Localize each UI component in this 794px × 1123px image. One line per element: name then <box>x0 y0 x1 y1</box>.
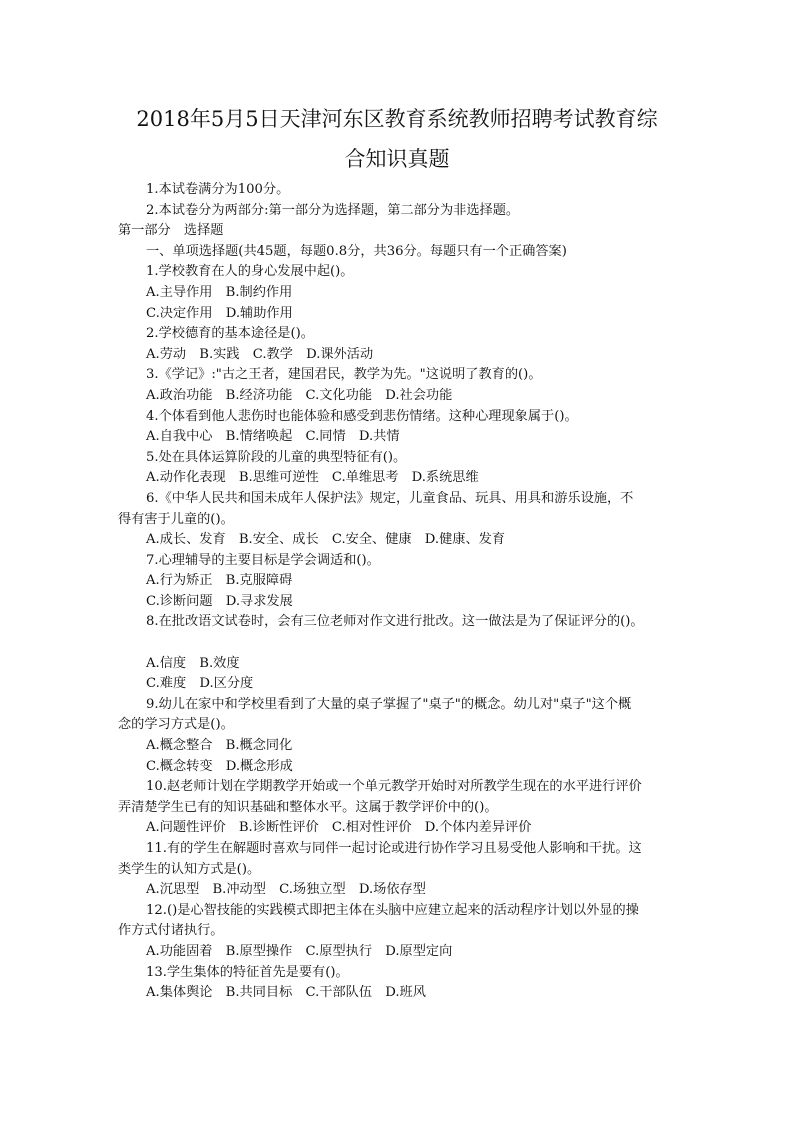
question-item <box>118 489 678 551</box>
question-stem: 13.学生集体的特征首先是要有()。 <box>146 964 349 980</box>
question-options: A.行为矫正 B.克服障碍 <box>146 573 293 589</box>
question-stem: 10.赵老师计划在学期教学开始或一个单元教学开始时对所教学生现在的水平进行评价 <box>146 779 642 795</box>
question-options: A.政治功能 B.经济功能 C.文化功能 D.社会功能 <box>146 387 453 403</box>
question-options: A.问题性评价 B.诊断性评价 C.相对性评价 D.个体内差异评价 <box>146 820 532 836</box>
question-stem: 弄清楚学生已有的知识基础和整体水平。这属于教学评价中的()。 <box>118 799 498 815</box>
question-stem: 7.心理辅导的主要目标是学会调适和()。 <box>146 552 380 568</box>
question-stem: 6.《中华人民共和国未成年人保护法》规定，儿童食品、玩具、用具和游乐设施，不 <box>146 490 634 506</box>
question-options: A.沉思型 B.冲动型 C.场独立型 D.场依存型 <box>146 882 426 898</box>
question-stem: 4.个体看到他人悲伤时也能体验和感受到悲伤情绪。这种心理现象属于()。 <box>146 408 578 424</box>
question-stem: 类学生的认知方式是()。 <box>118 861 261 877</box>
question-item <box>118 901 678 963</box>
exam-note: 2.本试卷分为两部分:第一部分为选择题，第二部分为非选择题。 <box>146 202 520 218</box>
question-options: C.诊断问题 D.寻求发展 <box>146 593 293 609</box>
question-item <box>118 963 678 1004</box>
question-stem: 5.处在具体运算阶段的儿童的典型特征有()。 <box>146 449 407 465</box>
question-item <box>118 262 678 324</box>
question-stem: 11.有的学生在解题时喜欢与同伴一起讨论或进行协作学习且易受他人影响和干扰。这 <box>146 841 642 856</box>
question-options: A.概念整合 B.概念同化 <box>146 738 293 754</box>
document-body <box>118 180 678 1004</box>
question-stem: 得有害于儿童的()。 <box>118 511 234 527</box>
section-title: 第一部分 选择题 <box>118 223 224 239</box>
question-options: A.劳动 B.实践 C.教学 D.课外活动 <box>146 346 374 362</box>
document-title-line-1: 2018年5月5日天津河东区教育系统教师招聘考试教育综 <box>136 107 658 131</box>
question-item <box>118 365 678 406</box>
question-item <box>118 448 678 489</box>
question-item <box>118 324 678 365</box>
question-stem: 3.《学记》:"古之王者，建国君民，教学为先。"这说明了教育的()。 <box>146 367 542 383</box>
section-instruction: 一、单项选择题(共45题，每题0.8分，共36分。每题只有一个正确答案) <box>146 243 567 259</box>
question-list <box>118 262 678 1003</box>
question-stem: 1.学校教育在人的身心发展中起()。 <box>146 264 354 280</box>
question-options: A.信度 B.效度 <box>146 655 240 671</box>
question-options: C.难度 D.区分度 <box>146 676 254 692</box>
document-title-line-2: 合知识真题 <box>344 147 450 171</box>
question-item <box>118 777 678 839</box>
question-item <box>118 695 678 777</box>
question-options: A.动作化表现 B.思维可逆性 C.单维思考 D.系统思维 <box>146 470 479 486</box>
question-stem: 2.学校德育的基本途径是()。 <box>146 326 314 342</box>
question-stem: 8.在批改语文试卷时，会有三位老师对作文进行批改。这一做法是为了保证评分的()。 <box>146 614 644 630</box>
question-options: A.功能固着 B.原型操作 C.原型执行 D.原型定向 <box>146 943 453 959</box>
blank-line <box>118 633 678 654</box>
question-options: C.决定作用 D.辅助作用 <box>146 305 293 321</box>
question-item <box>118 839 678 901</box>
exam-note: 1.本试卷满分为100分。 <box>146 182 290 197</box>
question-stem: 12.()是心智技能的实践模式即把主体在头脑中应建立起来的活动程序计划以外显的操 <box>146 902 639 918</box>
question-options: A.集体舆论 B.共同目标 C.干部队伍 D.班风 <box>146 985 426 1001</box>
question-item <box>118 407 678 448</box>
question-item <box>118 551 678 613</box>
question-options: C.概念转变 D.概念形成 <box>146 758 293 774</box>
question-options: A.自我中心 B.情绪唤起 C.同情 D.共情 <box>146 429 400 445</box>
question-stem: 作方式付诸执行。 <box>118 923 224 939</box>
question-options: A.主导作用 B.制约作用 <box>146 284 293 300</box>
question-item <box>118 612 678 694</box>
question-stem: 念的学习方式是()。 <box>118 717 234 733</box>
question-stem: 9.幼儿在家中和学校里看到了大量的桌子掌握了"桌子"的概念。幼儿对"桌子"这个概 <box>146 696 632 712</box>
question-options: A.成长、发育 B.安全、成长 C.安全、健康 D.健康、发育 <box>146 532 506 548</box>
